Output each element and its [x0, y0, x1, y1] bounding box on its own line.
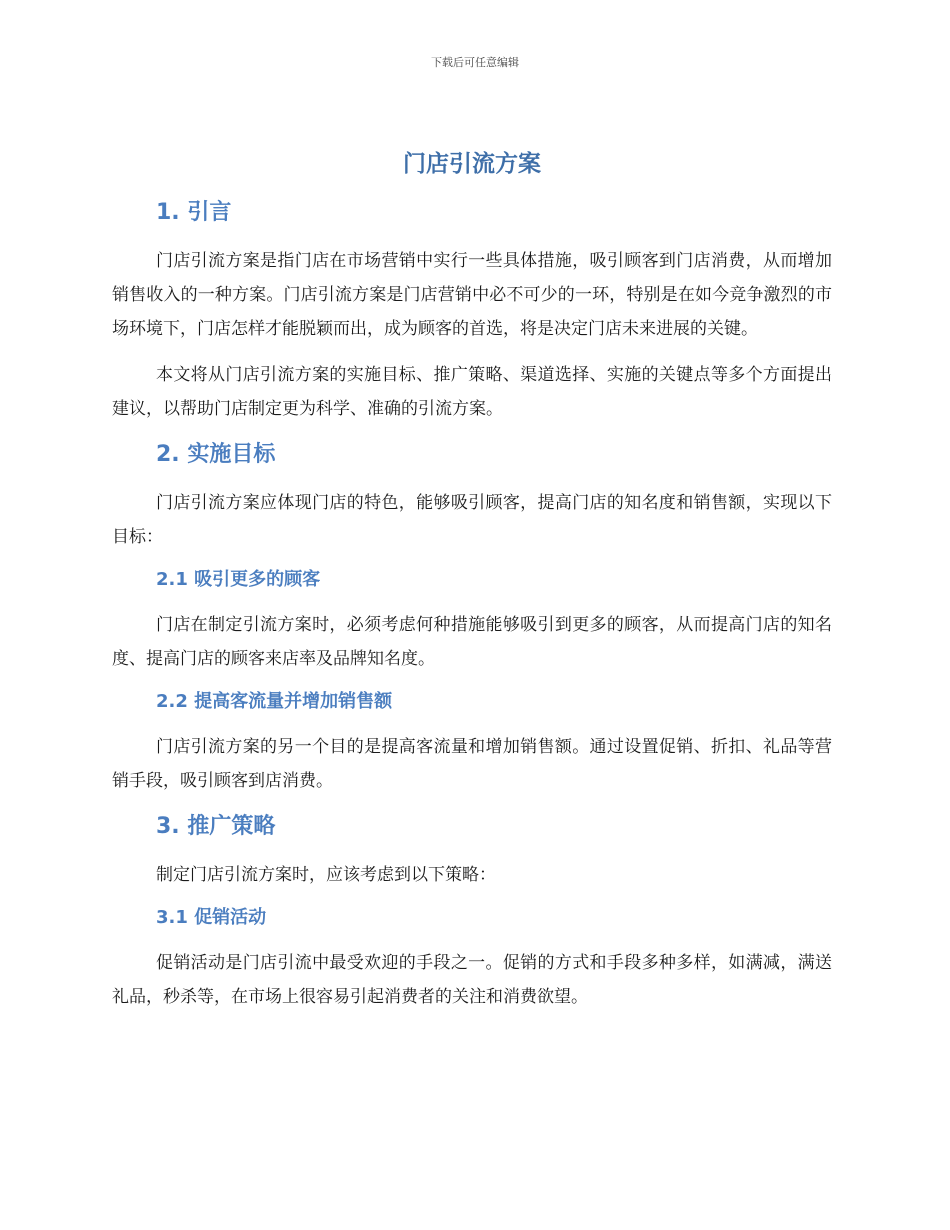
document-body: [112, 146, 832, 1026]
document-title: 门店引流方案: [403, 151, 541, 177]
section-heading-goals: 2. 实施目标: [156, 442, 276, 467]
section-heading-strategy: 3. 推广策略: [156, 814, 276, 839]
paragraph: 制定门店引流方案时，应该考虑到以下策略：: [156, 865, 496, 885]
paragraph: 促销活动是门店引流中最受欢迎的手段之一。促销的方式和手段多种多样，如满减，满送礼品，秒杀等，在市场上很容易引起消费者的关注和消费欲望。: [112, 953, 832, 1007]
paragraph: 门店引流方案应体现门店的特色，能够吸引顾客，提高门店的知名度和销售额，实现以下目标：: [112, 493, 832, 547]
header-note: 下载后可任意编辑: [431, 56, 519, 69]
paragraph: 本文将从门店引流方案的实施目标、推广策略、渠道选择、实施的关键点等多个方面提出建议，以帮助门店制定更为科学、准确的引流方案。: [112, 365, 832, 419]
subsection-heading-promotions: 3.1 促销活动: [156, 907, 267, 928]
section-heading-intro: 1. 引言: [156, 200, 232, 225]
subsection-heading-traffic-sales: 2.2 提高客流量并增加销售额: [156, 691, 393, 712]
subsection-heading-attract-customers: 2.1 吸引更多的顾客: [156, 569, 321, 590]
paragraph: 门店引流方案的另一个目的是提高客流量和增加销售额。通过设置促销、折扣、礼品等营销手段，吸引顾客到店消费。: [112, 737, 832, 791]
paragraph: 门店引流方案是指门店在市场营销中实行一些具体措施，吸引顾客到门店消费，从而增加销售收入的一种方案。门店引流方案是门店营销中必不可少的一环，特别是在如今竞争激烈的市场环境下，门店怎样才能脱颖而出，成为顾客的首选，将是决定门店未来进展的关键。: [112, 251, 832, 339]
paragraph: 门店在制定引流方案时，必须考虑何种措施能够吸引到更多的顾客，从而提高门店的知名度、提高门店的顾客来店率及品牌知名度。: [112, 615, 832, 669]
